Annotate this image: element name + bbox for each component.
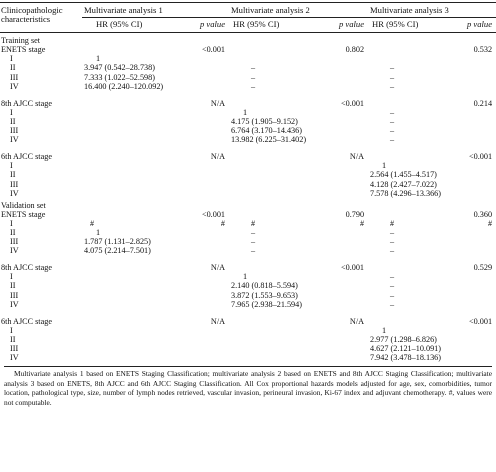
stage-label: ENETS stage	[1, 209, 46, 219]
hr-value: –	[390, 63, 395, 73]
empty-cell	[321, 246, 368, 255]
p-value: #	[220, 218, 226, 228]
level-label: III	[10, 344, 19, 353]
section-title-row	[0, 198, 496, 210]
hr-value	[82, 353, 181, 362]
hr-value	[229, 189, 321, 198]
empty-cell	[181, 135, 229, 144]
empty-cell	[451, 82, 496, 91]
section-title: Training set	[1, 36, 41, 46]
empty-cell	[181, 189, 229, 198]
hr-value: –	[390, 246, 395, 256]
level-label: III	[10, 179, 19, 189]
level-row	[0, 335, 496, 344]
hr-value: –	[390, 126, 395, 136]
empty-cell	[181, 228, 229, 237]
level-label: I	[10, 272, 13, 282]
stage-label: 8th AJCC stage	[1, 98, 52, 108]
hr-value	[229, 353, 321, 362]
empty-cell	[321, 228, 368, 237]
hr-value	[82, 326, 181, 335]
empty-cell	[181, 198, 229, 210]
empty-cell	[229, 255, 321, 272]
empty-cell	[82, 144, 181, 161]
empty-cell	[451, 189, 496, 198]
level-row	[0, 135, 496, 144]
hr-value: –	[251, 237, 256, 247]
empty-cell	[181, 54, 229, 63]
hr-value: –	[390, 272, 395, 282]
stage-row	[0, 309, 496, 326]
level-label: III	[10, 290, 19, 300]
hr-value: 1	[96, 54, 101, 64]
level-label: IV	[10, 188, 19, 198]
empty-cell	[181, 353, 229, 362]
empty-cell	[368, 45, 451, 54]
empty-cell	[181, 117, 229, 126]
hr-value	[229, 170, 321, 179]
empty-cell	[181, 63, 229, 72]
empty-cell	[321, 82, 368, 91]
empty-cell	[321, 344, 368, 353]
level-label: III	[10, 72, 19, 82]
empty-cell	[321, 353, 368, 362]
hr-value	[82, 300, 181, 309]
empty-cell	[321, 335, 368, 344]
level-label: II	[10, 63, 16, 73]
hr-value: 7.333 (1.022–52.598)	[84, 72, 155, 82]
col-header-characteristics: Clinicopathologic characteristics	[0, 3, 82, 33]
empty-cell	[229, 33, 321, 46]
p-value: N/A	[210, 263, 226, 273]
hr-value: 7.965 (2.938–21.594)	[231, 299, 302, 309]
empty-cell	[451, 33, 496, 46]
empty-cell	[368, 210, 451, 219]
p-value: <0.001	[201, 45, 226, 55]
hr-value: –	[251, 72, 256, 82]
level-row	[0, 180, 496, 189]
hr-value: 4.075 (2.214–7.501)	[84, 246, 151, 256]
group-header-1: Multivariate analysis 1	[82, 3, 229, 18]
hr-value	[82, 117, 181, 126]
hr-value: –	[390, 107, 395, 117]
empty-cell	[229, 210, 321, 219]
level-label: II	[10, 170, 16, 180]
empty-cell	[451, 135, 496, 144]
hr-value	[82, 335, 181, 344]
hr-value	[82, 344, 181, 353]
empty-cell	[368, 33, 451, 46]
empty-cell	[451, 117, 496, 126]
hr-value: 1	[382, 161, 387, 171]
empty-cell	[451, 63, 496, 72]
hr-value: –	[390, 299, 395, 309]
empty-cell	[181, 180, 229, 189]
level-row	[0, 73, 496, 82]
hr-value: –	[251, 81, 256, 91]
level-row	[0, 228, 496, 237]
stage-row	[0, 255, 496, 272]
hr-header-3: HR (95% CI)	[368, 18, 451, 33]
empty-cell	[321, 326, 368, 335]
hr-value	[82, 161, 181, 170]
hr-value: 2.564 (1.455–4.517)	[370, 170, 437, 180]
p-value: <0.001	[340, 98, 365, 108]
p-value: 0.790	[345, 209, 365, 219]
hr-value: 4.128 (2.427–7.022)	[370, 179, 437, 189]
level-label: II	[10, 281, 16, 291]
empty-cell	[181, 300, 229, 309]
empty-cell	[321, 281, 368, 290]
hr-value: –	[251, 227, 256, 237]
hr-value: #	[251, 218, 256, 228]
empty-cell	[229, 144, 321, 161]
hr-value	[82, 170, 181, 179]
empty-cell	[321, 189, 368, 198]
hr-value	[229, 335, 321, 344]
hr-value	[82, 272, 181, 281]
empty-cell	[82, 309, 181, 326]
hr-value: 7.942 (3.478–18.136)	[370, 353, 441, 363]
level-row	[0, 281, 496, 290]
p-value: <0.001	[201, 209, 226, 219]
hr-value: –	[251, 246, 256, 256]
empty-cell	[451, 198, 496, 210]
hr-value: –	[251, 63, 256, 73]
empty-cell	[321, 272, 368, 281]
hr-value: 16.400 (2.240–120.092)	[84, 81, 164, 91]
hr-value	[82, 291, 181, 300]
level-label: IV	[10, 299, 19, 309]
group-header-2: Multivariate analysis 2	[229, 3, 368, 18]
empty-cell	[368, 309, 451, 326]
empty-cell	[181, 272, 229, 281]
empty-cell	[321, 198, 368, 210]
level-label: IV	[10, 135, 19, 145]
empty-cell	[321, 291, 368, 300]
hr-value	[368, 54, 451, 63]
hr-value: 1.787 (1.131–2.825)	[84, 237, 151, 247]
hr-value: –	[390, 281, 395, 291]
hr-value: 3.947 (0.542–28.738)	[84, 63, 155, 73]
empty-cell	[368, 91, 451, 108]
p-value: 0.360	[473, 209, 493, 219]
hr-value: 2.977 (1.298–6.826)	[370, 334, 437, 344]
level-row	[0, 108, 496, 117]
empty-cell	[181, 161, 229, 170]
hr-value: 2.140 (0.818–5.594)	[231, 281, 298, 291]
empty-cell	[451, 180, 496, 189]
empty-cell	[181, 33, 229, 46]
hr-value: 7.578 (4.296–13.366)	[370, 188, 441, 198]
hr-value: 1	[382, 325, 387, 335]
empty-cell	[321, 135, 368, 144]
empty-cell	[229, 309, 321, 326]
p-value: N/A	[210, 152, 226, 162]
empty-cell	[451, 344, 496, 353]
group-header-3: Multivariate analysis 3	[368, 3, 496, 18]
hr-value	[229, 161, 321, 170]
hr-value: #	[90, 218, 95, 228]
level-row	[0, 272, 496, 281]
multivariate-table	[0, 2, 496, 362]
level-label: IV	[10, 246, 19, 256]
level-row	[0, 291, 496, 300]
level-label: I	[10, 161, 13, 171]
stage-label: 6th AJCC stage	[1, 152, 52, 162]
p-value: <0.001	[340, 263, 365, 273]
empty-cell	[321, 237, 368, 246]
empty-cell	[451, 108, 496, 117]
empty-cell	[82, 210, 181, 219]
empty-cell	[451, 326, 496, 335]
empty-cell	[181, 344, 229, 353]
level-row	[0, 237, 496, 246]
empty-cell	[82, 255, 181, 272]
empty-cell	[82, 198, 181, 210]
p-value: 0.214	[473, 98, 493, 108]
empty-cell	[451, 246, 496, 255]
hr-value	[229, 180, 321, 189]
empty-cell	[181, 237, 229, 246]
empty-cell	[321, 63, 368, 72]
empty-cell	[229, 198, 321, 210]
empty-cell	[82, 91, 181, 108]
level-row	[0, 170, 496, 179]
hr-value	[82, 180, 181, 189]
hr-value: 4.627 (2.121–10.091)	[370, 344, 441, 353]
empty-cell	[229, 91, 321, 108]
hr-value	[229, 344, 321, 353]
level-row	[0, 246, 496, 255]
level-row	[0, 344, 496, 353]
empty-cell	[181, 335, 229, 344]
level-row	[0, 219, 496, 228]
p-value: #	[359, 218, 365, 228]
empty-cell	[321, 108, 368, 117]
hr-value	[82, 189, 181, 198]
hr-value: 3.872 (1.553–9.653)	[231, 290, 298, 300]
empty-cell	[321, 126, 368, 135]
stage-label: 8th AJCC stage	[1, 263, 52, 273]
empty-cell	[321, 161, 368, 170]
level-label: II	[10, 116, 16, 126]
empty-cell	[451, 170, 496, 179]
stage-row	[0, 210, 496, 219]
empty-cell	[451, 272, 496, 281]
empty-cell	[181, 108, 229, 117]
level-label: II	[10, 334, 16, 344]
stage-label: ENETS stage	[1, 45, 46, 55]
level-label: III	[10, 126, 19, 136]
empty-cell	[321, 33, 368, 46]
level-row	[0, 82, 496, 91]
empty-cell	[451, 291, 496, 300]
empty-cell	[451, 73, 496, 82]
hr-value	[82, 126, 181, 135]
hr-value: 1	[243, 272, 248, 282]
hr-value: –	[390, 135, 395, 145]
p-header-3: p value	[451, 18, 496, 33]
p-value: <0.001	[469, 152, 493, 162]
level-label: III	[10, 237, 19, 247]
hr-value: –	[390, 81, 395, 91]
table-footnote: Multivariate analysis 1 based on ENETS Staging Classification; multivariate analysis 2 based on ENETS and 8th AJCC Staging Classification; multivariate analysis 3 based on ENETS, 8th AJCC and 6th AJCC Staging Classification. All Cox proportional hazards models adjusted for age, sex, comorbidities, tumor location, pathological type, size, number of lymph nodes retrieved, vascular invasion, perineural invasion, Ki-67 index and adjuvant chemotherapy. #, values were not computable.	[4, 366, 492, 407]
empty-cell	[181, 291, 229, 300]
empty-cell	[82, 33, 181, 46]
hr-value: –	[390, 227, 395, 237]
level-row	[0, 126, 496, 135]
empty-cell	[321, 180, 368, 189]
level-row	[0, 326, 496, 335]
level-row	[0, 300, 496, 309]
empty-cell	[451, 161, 496, 170]
empty-cell	[321, 170, 368, 179]
level-row	[0, 353, 496, 362]
p-header-1: p value	[181, 18, 229, 33]
empty-cell	[321, 300, 368, 309]
table-body	[0, 33, 496, 363]
empty-cell	[181, 326, 229, 335]
empty-cell	[321, 117, 368, 126]
hr-value: 4.175 (1.905–9.152)	[231, 116, 298, 126]
hr-value	[82, 281, 181, 290]
p-value: 0.802	[345, 45, 365, 55]
empty-cell	[321, 54, 368, 63]
empty-cell	[451, 126, 496, 135]
empty-cell	[451, 54, 496, 63]
hr-value: –	[390, 290, 395, 300]
level-label: IV	[10, 353, 19, 363]
hr-value: –	[390, 72, 395, 82]
empty-cell	[321, 73, 368, 82]
hr-value	[82, 108, 181, 117]
empty-cell	[451, 228, 496, 237]
section-title: Validation set	[1, 200, 46, 210]
hr-value: 1	[243, 107, 248, 117]
p-value: #	[487, 218, 493, 228]
empty-cell	[181, 73, 229, 82]
empty-cell	[451, 300, 496, 309]
hr-value: 13.982 (6.225–31.402)	[231, 135, 307, 145]
p-value: 0.532	[473, 45, 493, 55]
hr-value: –	[390, 237, 395, 247]
hr-value: 1	[96, 227, 101, 237]
p-value: <0.001	[469, 316, 493, 326]
stage-label: 6th AJCC stage	[1, 316, 52, 326]
hr-value: –	[390, 116, 395, 126]
level-row	[0, 117, 496, 126]
level-label: I	[10, 54, 13, 64]
level-row	[0, 63, 496, 72]
p-value: N/A	[349, 152, 365, 162]
empty-cell	[181, 126, 229, 135]
header-row-groups	[0, 3, 496, 18]
empty-cell	[368, 255, 451, 272]
hr-value: #	[390, 218, 395, 228]
empty-cell	[451, 335, 496, 344]
p-header-2: p value	[321, 18, 368, 33]
empty-cell	[368, 198, 451, 210]
stage-row	[0, 91, 496, 108]
hr-value	[229, 326, 321, 335]
hr-value	[82, 135, 181, 144]
level-label: II	[10, 227, 16, 237]
stage-row	[0, 144, 496, 161]
hr-header-1: HR (95% CI)	[82, 18, 181, 33]
level-label: I	[10, 218, 13, 228]
empty-cell	[181, 246, 229, 255]
empty-cell	[451, 281, 496, 290]
hr-value	[229, 54, 321, 63]
level-row	[0, 189, 496, 198]
empty-cell	[181, 281, 229, 290]
empty-cell	[181, 170, 229, 179]
empty-cell	[368, 144, 451, 161]
section-title-row	[0, 33, 496, 46]
p-value: N/A	[210, 98, 226, 108]
hr-header-2: HR (95% CI)	[229, 18, 321, 33]
p-value: N/A	[210, 316, 226, 326]
empty-cell	[451, 237, 496, 246]
level-row	[0, 54, 496, 63]
empty-cell	[82, 45, 181, 54]
empty-cell	[181, 82, 229, 91]
level-label: I	[10, 325, 13, 335]
p-value: N/A	[349, 316, 365, 326]
empty-cell	[451, 353, 496, 362]
hr-value: 6.764 (3.170–14.436)	[231, 126, 302, 136]
stage-row	[0, 45, 496, 54]
empty-cell	[229, 45, 321, 54]
level-label: I	[10, 107, 13, 117]
p-value: 0.529	[473, 263, 493, 273]
level-row	[0, 161, 496, 170]
level-label: IV	[10, 81, 19, 91]
